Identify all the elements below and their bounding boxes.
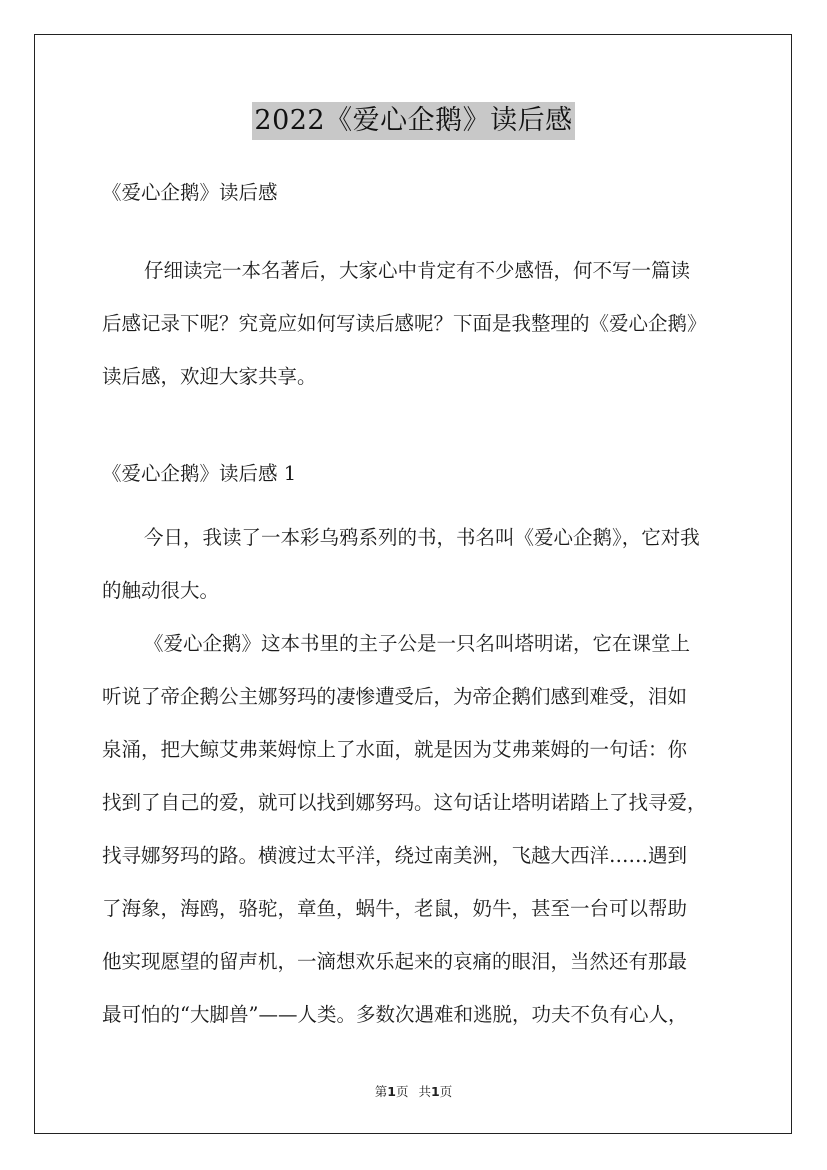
- title-container: [0, 102, 827, 140]
- page-number: 1: [387, 1084, 396, 1099]
- paragraph-line: 的触动很大。: [102, 579, 220, 602]
- page-footer: [0, 1082, 827, 1102]
- document-subtitle: 《爱心企鹅》读后感: [102, 181, 278, 204]
- intro-line: 仔细读完一本名著后，大家心中肯定有不少感悟，何不写一篇读: [144, 259, 691, 282]
- paragraph-line: 他实现愿望的留声机，一滴想欢乐起来的哀痛的眼泪，当然还有那最: [102, 950, 688, 973]
- section-heading: 《爱心企鹅》读后感 1: [102, 462, 297, 485]
- paragraph-line: 找寻娜努玛的路。横渡过太平洋，绕过南美洲，飞越大西洋……遇到: [102, 844, 688, 867]
- total-suffix: 页: [439, 1084, 453, 1099]
- paragraph-line: 泉涌，把大鲸艾弗莱姆惊上了水面，就是因为艾弗莱姆的一句话：你: [102, 738, 688, 761]
- page-suffix: 页: [395, 1084, 409, 1099]
- paragraph-line: 了海象，海鸥，骆驼，章鱼，蜗牛，老鼠，奶牛，甚至一台可以帮助: [102, 897, 688, 920]
- paragraph-line: 今日，我读了一本彩乌鸦系列的书，书名叫《爱心企鹅》，它对我: [144, 526, 700, 549]
- section1-paragraph-1: [102, 511, 742, 617]
- total-pages: 1: [431, 1084, 440, 1099]
- section1-paragraph-2: [102, 617, 742, 1041]
- intro-line: 读后感，欢迎大家共享。: [102, 365, 317, 388]
- document-title: 2022《爱心企鹅》读后感: [252, 102, 574, 140]
- intro-paragraph: [102, 244, 742, 403]
- total-prefix: 共: [418, 1084, 432, 1099]
- intro-line: 后感记录下呢？究竟应如何写读后感呢？下面是我整理的《爱心企鹅》: [102, 312, 707, 335]
- paragraph-line: 最可怕的“大脚兽”——人类。多数次遇难和逃脱，功夫不负有心人，: [102, 1003, 688, 1026]
- paragraph-line: 找到了自己的爱，就可以找到娜努玛。这句话让塔明诺踏上了找寻爱，: [102, 791, 707, 814]
- page-prefix: 第: [374, 1084, 388, 1099]
- document-body: [102, 176, 742, 1041]
- paragraph-line: 听说了帝企鹅公主娜努玛的凄惨遭受后，为帝企鹅们感到难受，泪如: [102, 685, 688, 708]
- paragraph-line: 《爱心企鹅》这本书里的主子公是一只名叫塔明诺，它在课堂上: [144, 632, 691, 655]
